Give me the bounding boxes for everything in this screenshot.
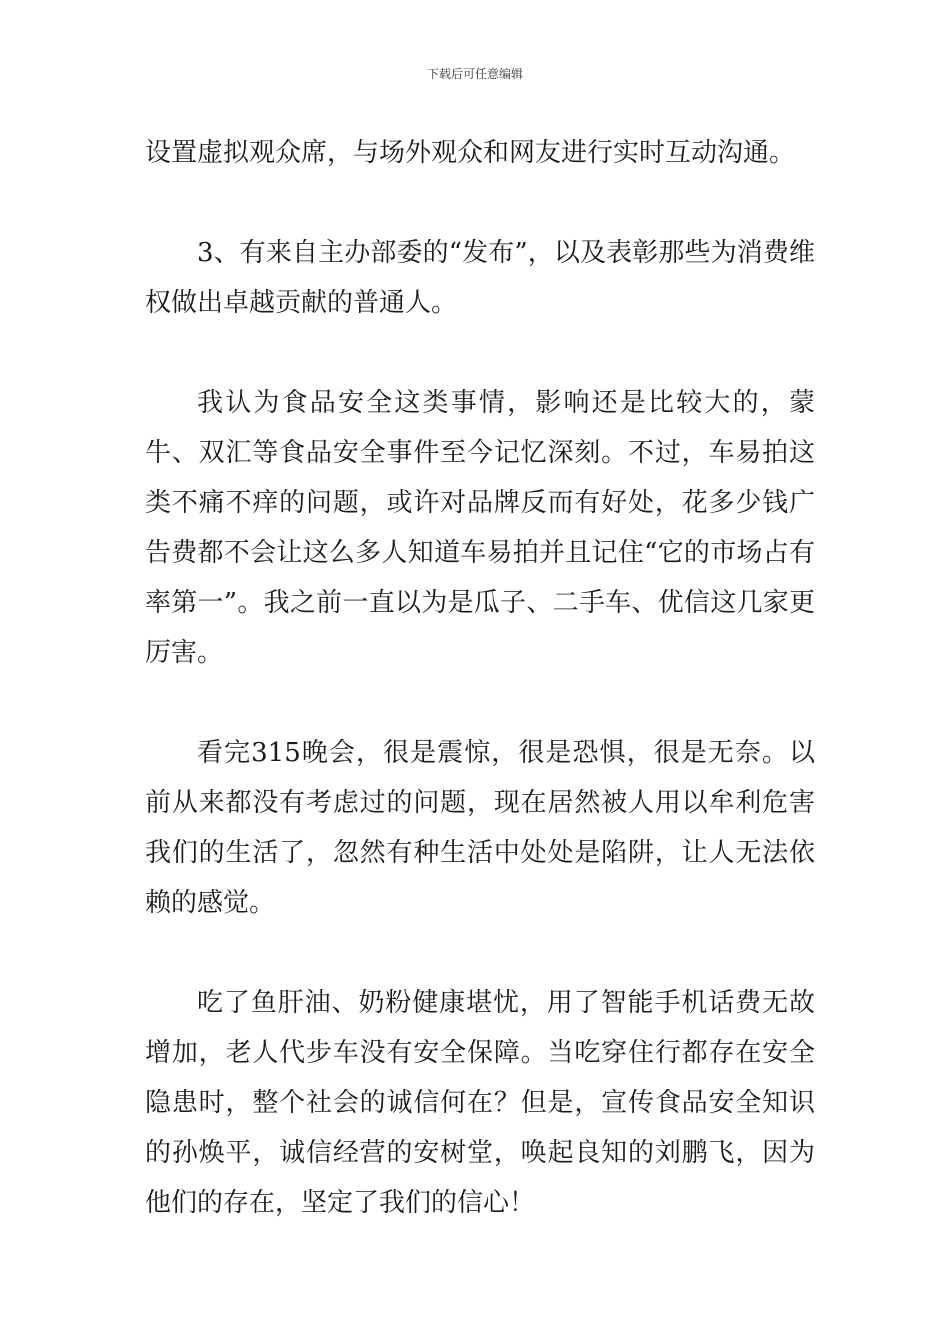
paragraph-1: 设置虚拟观众席，与场外观众和网友进行实时互动沟通。 [145, 138, 796, 168]
paragraph-5: 吃了鱼肝油、奶粉健康堪忧，用了智能手机话费无故增加，老人代步车没有安全保障。当吃穿住行都存在安全隐患时，整个社会的诚信何在？但是，宣传食品安全知识的孙焕平，诚信经营的安树堂，唤起良知的刘鹏飞，因为他们的存在，坚定了我们的信心！ [145, 988, 815, 1218]
paragraph-2: 3、有来自主办部委的“发布”，以及表彰那些为消费维权做出卓越贡献的普通人。 [145, 238, 815, 318]
paragraph-4: 看完315晚会，很是震惊，很是恐惧，很是无奈。以前从来都没有考虑过的问题，现在居然被人用以牟利危害我们的生活了，忽然有种生活中处处是陷阱，让人无法依赖的感觉。 [145, 738, 815, 918]
paragraph-3: 我认为食品安全这类事情，影响还是比较大的，蒙牛、双汇等食品安全事件至今记忆深刻。不过，车易拍这类不痛不痒的问题，或许对品牌反而有好处，花多少钱广告费都不会让这么多人知道车易拍并且记住“它的市场占有率第一”。我之前一直以为是瓜子、二手车、优信这几家更厉害。 [145, 388, 815, 668]
page-header: 下载后可任意编辑 [426, 67, 523, 81]
document-body [145, 128, 815, 1228]
